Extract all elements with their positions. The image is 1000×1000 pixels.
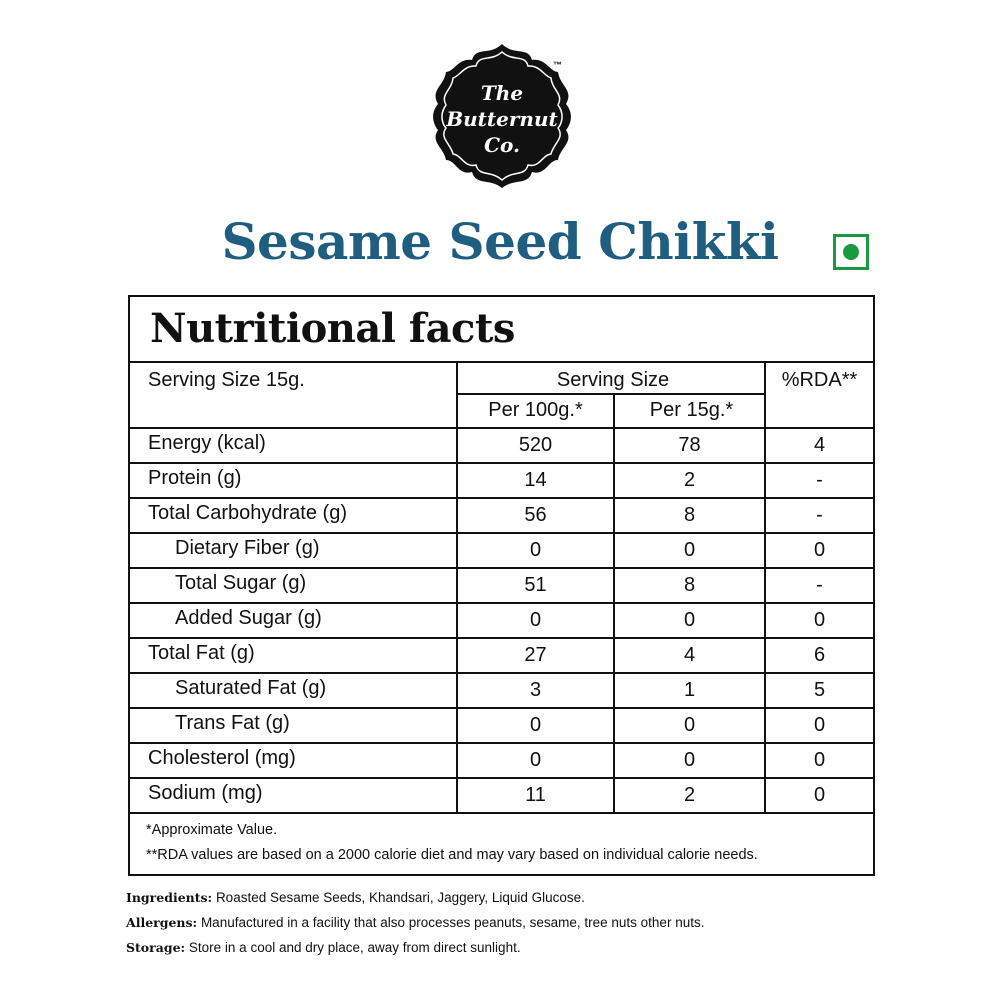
divider — [613, 569, 615, 602]
table-row — [130, 779, 873, 814]
divider — [613, 744, 615, 777]
divider — [613, 604, 615, 637]
facts-grid — [130, 361, 873, 814]
value-per-100g: 0 — [529, 714, 542, 736]
note-rda: **RDA values are based on a 2000 calorie diet and may vary based on individual calorie needs. — [146, 847, 758, 863]
divider — [613, 709, 615, 742]
allergens-label: Allergens: — [126, 915, 198, 930]
nutrient-label: Sodium (mg) — [148, 782, 263, 804]
serving-size-group-header: Serving Size — [556, 369, 670, 391]
value-per-100g: 0 — [529, 539, 542, 561]
allergens-text: Manufactured in a facility that also processes peanuts, sesame, tree nuts other nuts. — [200, 915, 705, 930]
divider — [613, 779, 615, 812]
value-per-15g: 0 — [683, 714, 696, 736]
divider — [456, 499, 458, 532]
veg-dot — [843, 244, 859, 260]
storage-line — [126, 940, 521, 955]
divider — [764, 604, 766, 637]
nutrient-label: Total Sugar (g) — [175, 572, 307, 594]
value-per-15g: 4 — [683, 644, 696, 666]
table-row — [130, 744, 873, 779]
divider — [456, 779, 458, 812]
value-per-100g: 0 — [529, 609, 542, 631]
ingredients-text: Roasted Sesame Seeds, Khandsari, Jaggery, Liquid Glucose. — [215, 890, 585, 905]
value-per-100g: 56 — [524, 504, 547, 526]
divider — [456, 393, 766, 395]
divider — [764, 779, 766, 812]
serving-size-label: Serving Size 15g. — [148, 369, 305, 391]
divider — [613, 534, 615, 567]
logo-text-co: Co. — [484, 133, 520, 157]
facts-header-row — [130, 361, 873, 429]
value-per-15g: 2 — [683, 784, 696, 806]
nutrient-label: Saturated Fat (g) — [175, 677, 327, 699]
value-per-15g: 2 — [683, 469, 696, 491]
value-per-15g: 78 — [678, 434, 701, 456]
value-per-15g: 1 — [683, 679, 696, 701]
note-approx: *Approximate Value. — [146, 822, 278, 838]
value-rda: 0 — [813, 784, 826, 806]
value-per-15g: 0 — [683, 609, 696, 631]
divider — [764, 674, 766, 707]
value-per-15g: 0 — [683, 749, 696, 771]
nutrient-label: Added Sugar (g) — [175, 607, 322, 629]
value-per-100g: 3 — [529, 679, 542, 701]
value-per-100g: 0 — [529, 749, 542, 771]
divider — [764, 464, 766, 497]
table-row — [130, 639, 873, 674]
divider — [764, 499, 766, 532]
divider — [764, 709, 766, 742]
divider — [456, 534, 458, 567]
divider — [613, 674, 615, 707]
table-row — [130, 429, 873, 464]
table-row — [130, 674, 873, 709]
veg-mark-icon — [833, 234, 869, 270]
ingredients-line — [126, 890, 585, 905]
divider — [456, 674, 458, 707]
nutrient-label: Cholesterol (mg) — [148, 747, 296, 769]
divider — [764, 639, 766, 672]
divider — [613, 429, 615, 462]
value-per-100g: 11 — [525, 784, 546, 806]
nutrient-label: Trans Fat (g) — [175, 712, 290, 734]
value-per-15g: 0 — [683, 539, 696, 561]
storage-text: Store in a cool and dry place, away from direct sunlight. — [188, 940, 521, 955]
table-row — [130, 534, 873, 569]
divider — [456, 569, 458, 602]
table-row — [130, 604, 873, 639]
divider — [456, 604, 458, 637]
value-rda: 0 — [813, 749, 826, 771]
divider — [764, 569, 766, 602]
value-rda: 4 — [813, 434, 826, 456]
divider — [456, 429, 458, 462]
value-rda: - — [816, 504, 823, 526]
nutrient-label: Energy (kcal) — [148, 432, 266, 454]
divider — [764, 534, 766, 567]
product-title: Sesame Seed Chikki — [221, 212, 779, 271]
value-per-100g: 27 — [524, 644, 547, 666]
value-rda: - — [816, 574, 823, 596]
table-row — [130, 569, 873, 604]
nutrition-facts-table — [128, 295, 875, 876]
nutrient-label: Dietary Fiber (g) — [175, 537, 320, 559]
trademark-symbol: ™ — [553, 60, 562, 70]
table-row — [130, 464, 873, 499]
nutrient-label: Protein (g) — [148, 467, 242, 489]
allergens-line — [126, 915, 704, 930]
value-per-15g: 8 — [683, 574, 696, 596]
logo-text-the: The — [480, 81, 524, 105]
value-per-100g: 14 — [524, 469, 547, 491]
divider — [764, 744, 766, 777]
value-rda: - — [816, 469, 823, 491]
facts-heading-bar — [130, 297, 873, 363]
divider — [456, 639, 458, 672]
divider — [456, 464, 458, 497]
divider — [613, 394, 615, 427]
col-header-rda: %RDA** — [781, 369, 858, 391]
nutrient-label: Total Carbohydrate (g) — [148, 502, 347, 524]
value-per-100g: 51 — [524, 574, 547, 596]
divider — [456, 744, 458, 777]
logo-text-butternut: Butternut — [446, 107, 558, 131]
divider — [456, 709, 458, 742]
value-per-100g: 520 — [518, 434, 553, 456]
value-rda: 0 — [813, 539, 826, 561]
nutrient-label: Total Fat (g) — [148, 642, 255, 664]
facts-heading: Nutritional facts — [150, 305, 515, 352]
divider — [613, 639, 615, 672]
table-row — [130, 709, 873, 744]
storage-label: Storage: — [126, 940, 186, 955]
table-row — [130, 499, 873, 534]
facts-rows — [130, 429, 873, 814]
value-per-15g: 8 — [683, 504, 696, 526]
value-rda: 0 — [813, 714, 826, 736]
col-header-per-100g: Per 100g.* — [488, 399, 583, 421]
value-rda: 5 — [813, 679, 826, 701]
col-header-per-15g: Per 15g.* — [649, 399, 734, 421]
divider — [613, 464, 615, 497]
ingredients-label: Ingredients: — [126, 890, 213, 905]
divider — [764, 429, 766, 462]
divider — [613, 499, 615, 532]
value-rda: 0 — [813, 609, 826, 631]
value-rda: 6 — [813, 644, 826, 666]
